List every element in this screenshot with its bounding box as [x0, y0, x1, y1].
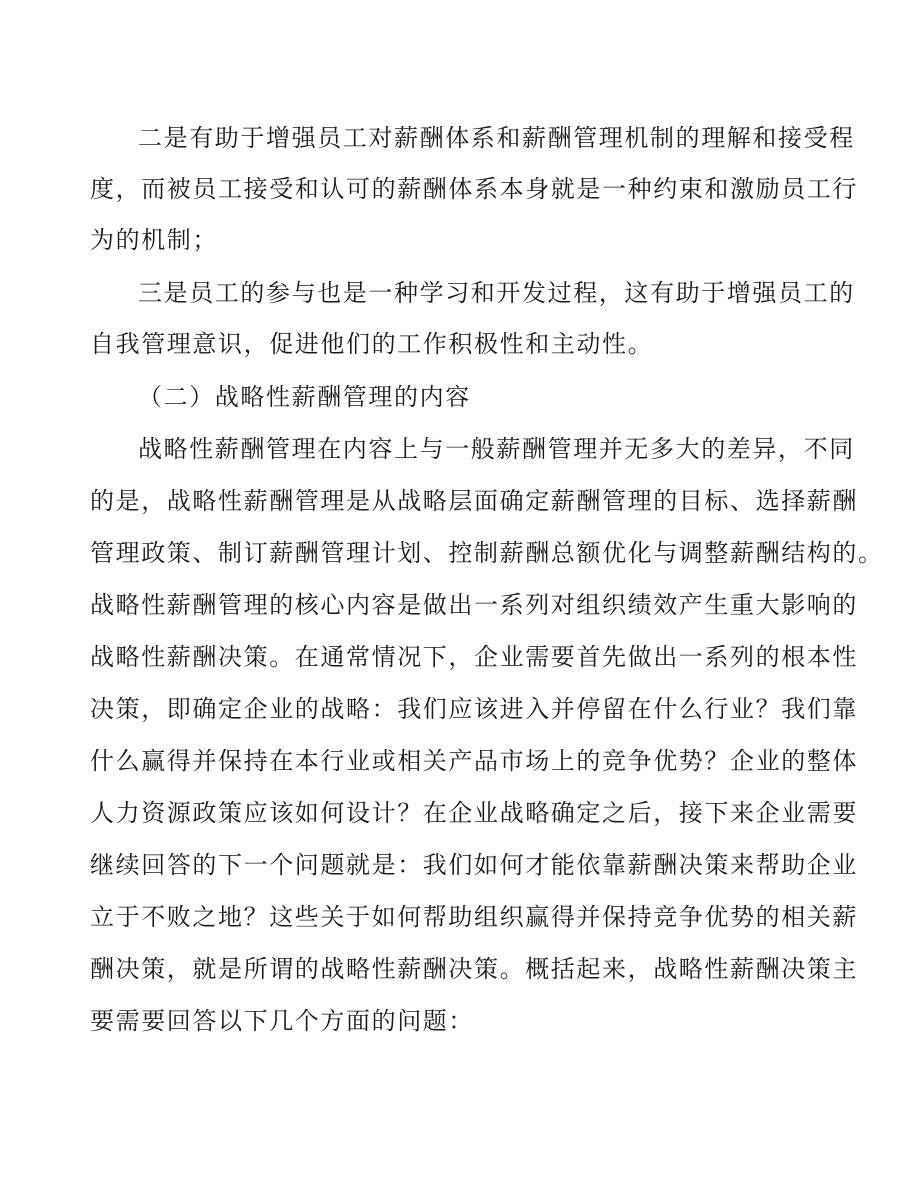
paragraph-4-line-1: 战略性薪酬管理在内容上与一般薪酬管理并无多大的差异，不同: [138, 435, 855, 463]
paragraph-4-line-11: 酬决策，就是所谓的战略性薪酬决策。概括起来，战略性薪酬决策主: [90, 955, 858, 983]
paragraph-4-line-10: 立于不败之地？这些关于如何帮助组织赢得并保持竞争优势的相关薪: [90, 903, 858, 931]
paragraph-4-line-3: 管理政策、制订薪酬管理计划、控制薪酬总额优化与调整薪酬结构的。: [90, 539, 884, 567]
paragraph-2-line-3: 为的机制；: [90, 226, 218, 254]
paragraph-4-line-8: 人力资源政策应该如何设计？在企业战略确定之后，接下来企业需要: [90, 799, 858, 827]
paragraph-2-line-1: 二是有助于增强员工对薪酬体系和薪酬管理机制的理解和接受程: [138, 124, 855, 152]
paragraph-4-line-4: 战略性薪酬管理的核心内容是做出一系列对组织绩效产生重大影响的: [90, 591, 858, 619]
paragraph-4-line-9: 继续回答的下一个问题就是：我们如何才能依靠薪酬决策来帮助企业: [90, 851, 858, 879]
section-heading: （二）战略性薪酬管理的内容: [138, 383, 471, 411]
paragraph-3-line-1: 三是员工的参与也是一种学习和开发过程，这有助于增强员工的: [138, 279, 855, 307]
paragraph-4-line-7: 什么赢得并保持在本行业或相关产品市场上的竞争优势？企业的整体: [90, 747, 858, 775]
paragraph-4-line-12: 要需要回答以下几个方面的问题：: [90, 1007, 474, 1035]
paragraph-3-line-2: 自我管理意识，促进他们的工作积极性和主动性。: [90, 330, 654, 358]
paragraph-4-line-2: 的是，战略性薪酬管理是从战略层面确定薪酬管理的目标、选择薪酬: [90, 487, 858, 515]
paragraph-4-line-5: 战略性薪酬决策。在通常情况下，企业需要首先做出一系列的根本性: [90, 643, 858, 671]
paragraph-4-line-6: 决策，即确定企业的战略：我们应该进入并停留在什么行业？我们靠: [90, 695, 858, 723]
paragraph-2-line-2: 度，而被员工接受和认可的薪酬体系本身就是一种约束和激励员工行: [90, 175, 858, 203]
